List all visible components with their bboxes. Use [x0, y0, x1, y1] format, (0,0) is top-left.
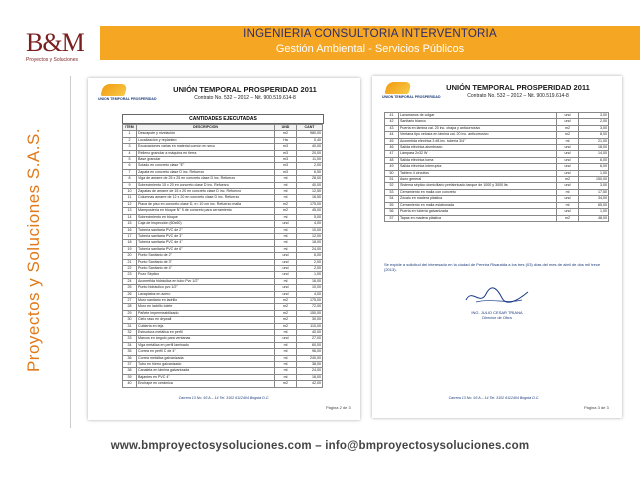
- table-cell: 16,00: [297, 278, 323, 284]
- table-cell: Marcos en ángulo para ventanas: [137, 336, 275, 342]
- table-cell: Zapata en concreto clase D inc. Refuerzo: [137, 169, 275, 175]
- table-header: ITEM: [123, 125, 137, 131]
- table-cell: 1,00: [579, 209, 609, 215]
- table-cell: 41: [385, 113, 399, 119]
- table-cell: Cerramiento en malla eslabonada: [399, 202, 557, 208]
- table-cell: Caja de inspección (60x60): [137, 221, 275, 227]
- table-cell: 3,00: [579, 113, 609, 119]
- table-cell: m2: [557, 215, 579, 221]
- table-cell: Punto Sanitario de 2": [137, 253, 275, 259]
- table-cell: 10,00: [297, 227, 323, 233]
- table-cell: 23: [123, 272, 137, 278]
- table-cell: ml: [557, 138, 579, 144]
- table-cell: 17: [123, 233, 137, 239]
- table-cell: 51: [385, 177, 399, 183]
- table-cell: Punto hidráulico pvc 1/2": [137, 285, 275, 291]
- table-cell: 40,00: [297, 330, 323, 336]
- table-cell: 6: [123, 163, 137, 169]
- table-cell: 29: [123, 310, 137, 316]
- header-title: INGENIERIA CONSULTORIA INTERVENTORIA: [243, 28, 497, 40]
- table-header: DESCRIPCIÓN: [137, 125, 275, 131]
- doc-contract: Contrato No. 532 – 2012 – Nit. 900.519.614-8: [467, 93, 569, 99]
- table-cell: 110,00: [297, 323, 323, 329]
- table-cell: 7: [123, 169, 137, 175]
- table-cell: 44: [385, 132, 399, 138]
- table-cell: Correa metálica galvanizada: [137, 355, 275, 361]
- table-cell: 37: [123, 362, 137, 368]
- table-row: [385, 215, 609, 221]
- table-cell: 47: [385, 151, 399, 157]
- table-cell: Pañete impermeabilizado: [137, 310, 275, 316]
- table-cell: Acometida hidráulica en tubo Pvc 1/2": [137, 278, 275, 284]
- table-cell: m2: [275, 317, 297, 323]
- table-cell: 6,00: [579, 157, 609, 163]
- table-cell: 2,00: [297, 265, 323, 271]
- ut-logo-mark: [100, 84, 127, 96]
- table-cell: m2: [557, 177, 579, 183]
- table-cell: Tapas en madera plástica: [399, 215, 557, 221]
- table-cell: 27: [123, 297, 137, 303]
- table-cell: ml: [275, 233, 297, 239]
- table-cell: m2: [275, 310, 297, 316]
- table-cell: 53: [385, 189, 399, 195]
- table-cell: ml: [275, 349, 297, 355]
- table-cell: 32: [123, 330, 137, 336]
- table-cell: m2: [275, 304, 297, 310]
- doc-title: UNIÓN TEMPORAL PROSPERIDAD 2011: [173, 85, 317, 94]
- table-cell: und: [557, 145, 579, 151]
- table-cell: Solado en concreto clase "E": [137, 163, 275, 169]
- table-cell: Tubería sanitaria PVC de 6": [137, 246, 275, 252]
- table-cell: m2: [275, 381, 297, 387]
- logo-mark: B&M: [26, 28, 84, 57]
- table-cell: ml: [275, 368, 297, 374]
- table-cell: 1: [123, 131, 137, 137]
- table-cell: m2: [557, 125, 579, 131]
- table-cell: 18,00: [297, 240, 323, 246]
- table-cell: 11: [123, 195, 137, 201]
- table-cell: ml: [275, 227, 297, 233]
- table-cell: 39: [123, 374, 137, 380]
- table-cell: 24,00: [297, 368, 323, 374]
- table-cell: 65,00: [579, 202, 609, 208]
- table-cell: Bajantes en PVC 4": [137, 374, 275, 380]
- table-cell: 2: [123, 137, 137, 143]
- table-cell: Cielo raso en drywall: [137, 317, 275, 323]
- table-cell: 3,00: [579, 183, 609, 189]
- table-cell: 6,00: [297, 253, 323, 259]
- ut-logo: [98, 84, 157, 106]
- table-cell: m2: [275, 201, 297, 207]
- table-cell: 43: [385, 125, 399, 131]
- table-cell: 27,00: [297, 336, 323, 342]
- table-cell: und: [557, 209, 579, 215]
- table-cell: ml: [275, 240, 297, 246]
- table-cell: 1,00: [297, 272, 323, 278]
- table-cell: 1,00: [579, 170, 609, 176]
- table-cell: 8,00: [579, 132, 609, 138]
- table-header: CANT: [297, 125, 323, 131]
- table-cell: 18,00: [579, 145, 609, 151]
- doc-footer-address: Carrera 13 No. 93 A – 14 Tel. 3102 6112404 Bogotá D.C.: [448, 396, 540, 400]
- table-cell: ml: [275, 278, 297, 284]
- table-cell: Ha: [275, 137, 297, 143]
- table-cell: und: [275, 291, 297, 297]
- table-cell: Ventana tipo celosía en lámina cal. 20 inc. anticorrosivo: [399, 132, 557, 138]
- table-cell: 40: [123, 381, 137, 387]
- table-cell: Descapote y nivelación: [137, 131, 275, 137]
- table-cell: 26: [123, 291, 137, 297]
- table-cell: Estructura metálica en perfil: [137, 330, 275, 336]
- table-cell: Salida eléctrica toma: [399, 157, 557, 163]
- table-cell: m3: [275, 157, 297, 163]
- table-cell: 35: [123, 349, 137, 355]
- table-cell: und: [557, 183, 579, 189]
- table-cell: Zócalo en madera plástica: [399, 196, 557, 202]
- table-cell: 54: [385, 196, 399, 202]
- table-cell: ml: [275, 362, 297, 368]
- table-cell: Viga metálica en perfil laminado: [137, 342, 275, 348]
- table-cell: Sistema séptico domiciliario prefabricado tanque de 1000 y 3000 lts: [399, 183, 557, 189]
- table-cell: ml: [275, 342, 297, 348]
- ut-logo-text: UNION TEMPORAL PROSPERIDAD: [382, 95, 441, 99]
- doc-title: UNIÓN TEMPORAL PROSPERIDAD 2011: [446, 83, 590, 92]
- table-cell: 9: [123, 182, 137, 188]
- table-cell: 10: [123, 189, 137, 195]
- table-cell: und: [557, 151, 579, 157]
- table-cell: 72,00: [297, 304, 323, 310]
- table-cell: Puerta en tubería galvanizada: [399, 209, 557, 215]
- table-cell: Excavaciones varias en material común en seco: [137, 144, 275, 150]
- table-cell: Mampostería en bloque N° 5 de concreto para cerramiento: [137, 208, 275, 214]
- table-cell: Sobrecimiento en bloque: [137, 214, 275, 220]
- quantities-table-continued: [384, 112, 609, 222]
- table-cell: Punto Sanitario de 3": [137, 259, 275, 265]
- table-cell: 24: [123, 278, 137, 284]
- table-cell: ml: [275, 330, 297, 336]
- divider-line: [70, 76, 71, 428]
- table-cell: Acometida eléctrica 3 #8 inc. tubería 3/4": [399, 138, 557, 144]
- table-cell: 16,50: [297, 195, 323, 201]
- table-cell: 11,00: [297, 157, 323, 163]
- document-page-right: [372, 76, 622, 418]
- table-cell: 28,00: [297, 176, 323, 182]
- table-cell: Pozo Séptico: [137, 272, 275, 278]
- table-cell: 25: [123, 285, 137, 291]
- table-cell: Tubo en hierro galvanizado: [137, 362, 275, 368]
- table-cell: 17,50: [579, 189, 609, 195]
- table-cell: 175,00: [297, 201, 323, 207]
- table-cell: und: [275, 221, 297, 227]
- website-footer: www.bmproyectosysoluciones.com – info@bmproyectosysoluciones.com: [110, 440, 530, 452]
- table-cell: Localización y replanteo: [137, 137, 275, 143]
- doc-contract: Contrato No. 532 – 2012 – Nit. 900.519.614-8: [194, 95, 296, 101]
- signature: [462, 284, 532, 308]
- table-cell: 42: [385, 119, 399, 125]
- ut-logo: [382, 82, 441, 104]
- table-cell: 56: [385, 209, 399, 215]
- document-page-left: [88, 78, 360, 420]
- table-cell: Relleno granular a máquina en tierra: [137, 150, 275, 156]
- table-cell: m2: [275, 208, 297, 214]
- table-cell: Placa de piso en concreto clase D, e= 10 cm inc. Refuerzo malla: [137, 201, 275, 207]
- ut-logo-text: UNION TEMPORAL PROSPERIDAD: [98, 97, 157, 101]
- signer-name: ING. JULIO CESAR TRIANA: [471, 310, 523, 315]
- table-cell: und: [275, 285, 297, 291]
- table-cell: 20,00: [297, 150, 323, 156]
- table-cell: Aseo general: [399, 177, 557, 183]
- table-cell: 980,00: [297, 131, 323, 137]
- table-cell: 150,00: [297, 310, 323, 316]
- table-cell: 12,50: [297, 189, 323, 195]
- table-cell: 34,00: [579, 196, 609, 202]
- side-title: [4, 80, 64, 420]
- side-title-text: Proyectos y Soluciones S.A.S.: [24, 127, 43, 373]
- table-cell: 19: [123, 246, 137, 252]
- doc-footer-address: Carrera 13 No. 93 A – 14 Tel. 3102 6112404 Bogotá D.C.: [178, 396, 270, 400]
- table-cell: Sanitario blanco: [399, 119, 557, 125]
- table-cell: 5,00: [297, 214, 323, 220]
- table-cell: und: [557, 196, 579, 202]
- table-cell: 22: [123, 265, 137, 271]
- table-cell: ml: [275, 246, 297, 252]
- table-cell: m2: [275, 131, 297, 137]
- table-cell: 28: [123, 304, 137, 310]
- table-cell: Lavaplatos en acero: [137, 291, 275, 297]
- table-cell: 57: [385, 215, 399, 221]
- table-cell: Tablero 4 circuitos: [399, 170, 557, 176]
- table-cell: 48: [385, 157, 399, 163]
- table-cell: 38,00: [297, 362, 323, 368]
- table-cell: ml: [275, 374, 297, 380]
- table-cell: m2: [275, 323, 297, 329]
- table-cell: 45,00: [297, 208, 323, 214]
- table-cell: 14,00: [579, 151, 609, 157]
- table-cell: 60,00: [297, 342, 323, 348]
- table-cell: Muro sanitario en ladrillo: [137, 297, 275, 303]
- table-cell: m3: [275, 144, 297, 150]
- table-cell: und: [275, 259, 297, 265]
- table-cell: 55: [385, 202, 399, 208]
- ut-logo-mark: [384, 82, 411, 94]
- table-cell: ml: [275, 355, 297, 361]
- table-cell: 6,50: [297, 169, 323, 175]
- table-cell: 45: [385, 138, 399, 144]
- table-row: [123, 381, 323, 387]
- table-cell: Correa en perfil C de 4": [137, 349, 275, 355]
- table-cell: m2: [557, 132, 579, 138]
- table-cell: 14: [123, 214, 137, 220]
- table-cell: 4,00: [297, 221, 323, 227]
- table-cell: 40,00: [297, 182, 323, 188]
- table-cell: ml: [557, 202, 579, 208]
- quantities-table: [122, 124, 323, 388]
- table-cell: Cubierta en teja: [137, 323, 275, 329]
- table-cell: 50: [385, 170, 399, 176]
- table-cell: 15: [123, 221, 137, 227]
- table-cell: Lámpara 2x32 W: [399, 151, 557, 157]
- table-cell: Cerramiento en malla con concreto: [399, 189, 557, 195]
- table-cell: ml: [275, 176, 297, 182]
- table-cell: ml: [275, 195, 297, 201]
- table-cell: 2,00: [579, 119, 609, 125]
- table-cell: 34: [123, 342, 137, 348]
- table-cell: Tubería sanitaria PVC de 4": [137, 240, 275, 246]
- table-cell: 16,00: [297, 374, 323, 380]
- table-cell: 31: [123, 323, 137, 329]
- table-cell: 48,00: [579, 215, 609, 221]
- header: [0, 0, 640, 68]
- table-cell: 46: [385, 145, 399, 151]
- table-cell: und: [557, 157, 579, 163]
- table-cell: 13: [123, 208, 137, 214]
- table-cell: 5: [123, 157, 137, 163]
- section-title: CANTIDADES EJECUTADAS: [122, 114, 324, 124]
- table-cell: 21: [123, 259, 137, 265]
- certification-note: Se expide a solicitud del interesado en la ciudad de Pereira Risaralda a los tres (03) días del mes de abril de dos mil trece (2013).: [384, 262, 601, 272]
- table-cell: Salida eléctrica alumbrado: [399, 145, 557, 151]
- table-cell: und: [557, 170, 579, 176]
- table-cell: 12: [123, 201, 137, 207]
- page-number: Página 3 de 3: [584, 405, 609, 410]
- table-cell: Tubería sanitaria PVC de 2": [137, 227, 275, 233]
- table-cell: 10,00: [297, 285, 323, 291]
- table-cell: 49: [385, 164, 399, 170]
- table-cell: 33: [123, 336, 137, 342]
- header-subtitle: Gestión Ambiental - Servicios Públicos: [275, 43, 465, 55]
- table-cell: und: [275, 253, 297, 259]
- table-cell: und: [275, 336, 297, 342]
- table-cell: 175,00: [297, 297, 323, 303]
- table-cell: Zapatas de amarre de 15 x 20 en concreto clase D inc. Refuerzo: [137, 189, 275, 195]
- table-cell: 240,00: [297, 355, 323, 361]
- table-cell: 8: [123, 176, 137, 182]
- signer-role: Director de Obra: [482, 315, 512, 320]
- table-cell: 6,00: [579, 164, 609, 170]
- table-cell: ml: [275, 214, 297, 220]
- table-cell: 24,00: [297, 246, 323, 252]
- table-cell: ml: [275, 182, 297, 188]
- table-cell: 12,00: [297, 233, 323, 239]
- table-cell: Sobrecimiento 15 x 20 en concreto clase D inc. Refuerzo: [137, 182, 275, 188]
- table-cell: und: [557, 113, 579, 119]
- table-cell: 2,00: [297, 259, 323, 265]
- table-cell: Salida eléctrica interruptor: [399, 164, 557, 170]
- table-cell: 38: [123, 368, 137, 374]
- table-cell: 3: [123, 144, 137, 150]
- table-cell: m3: [275, 169, 297, 175]
- table-cell: Muro en ladrillo tolete: [137, 304, 275, 310]
- table-cell: 16: [123, 227, 137, 233]
- logo-subtitle: Proyectos y Soluciones: [26, 57, 78, 63]
- table-cell: Columnas amarre de 12 x 20 en concreto clase D inc. Refuerzo: [137, 195, 275, 201]
- table-cell: 52: [385, 183, 399, 189]
- table-cell: m2: [275, 297, 297, 303]
- table-cell: 30,00: [297, 317, 323, 323]
- table-cell: und: [275, 265, 297, 271]
- table-cell: 36: [123, 355, 137, 361]
- table-cell: 0,40: [297, 137, 323, 143]
- table-cell: 20: [123, 253, 137, 259]
- table-cell: 96,00: [297, 349, 323, 355]
- table-cell: 30: [123, 317, 137, 323]
- table-cell: 40,00: [297, 144, 323, 150]
- table-header: UND: [275, 125, 297, 131]
- table-cell: Puerta en lámina cal. 20 inc. chapa y anticorrosivo: [399, 125, 557, 131]
- table-cell: Enchape en cerámica: [137, 381, 275, 387]
- table-cell: m3: [275, 163, 297, 169]
- table-cell: und: [275, 272, 297, 278]
- table-cell: 21,00: [579, 138, 609, 144]
- table-cell: 4: [123, 150, 137, 156]
- table-cell: Base granular: [137, 157, 275, 163]
- table-cell: und: [557, 164, 579, 170]
- company-logo: [26, 30, 90, 64]
- table-cell: 150,00: [579, 177, 609, 183]
- table-cell: 2,00: [297, 163, 323, 169]
- table-cell: und: [557, 119, 579, 125]
- table-cell: 3,00: [579, 125, 609, 131]
- table-cell: ml: [557, 189, 579, 195]
- table-cell: m3: [275, 150, 297, 156]
- table-cell: Tubería sanitaria PVC de 3": [137, 233, 275, 239]
- page-number: Página 2 de 3: [326, 405, 351, 410]
- table-cell: Canaleta en lámina galvanizada: [137, 368, 275, 374]
- table-cell: Lavamanos de colgar: [399, 113, 557, 119]
- table-cell: 18: [123, 240, 137, 246]
- table-cell: Punto Sanitario de 4": [137, 265, 275, 271]
- table-cell: 4,00: [297, 291, 323, 297]
- table-cell: ml: [275, 189, 297, 195]
- table-cell: 42,00: [297, 381, 323, 387]
- table-cell: Viga de amarre de 25 x 25 en concreto clase D inc. Refuerzo: [137, 176, 275, 182]
